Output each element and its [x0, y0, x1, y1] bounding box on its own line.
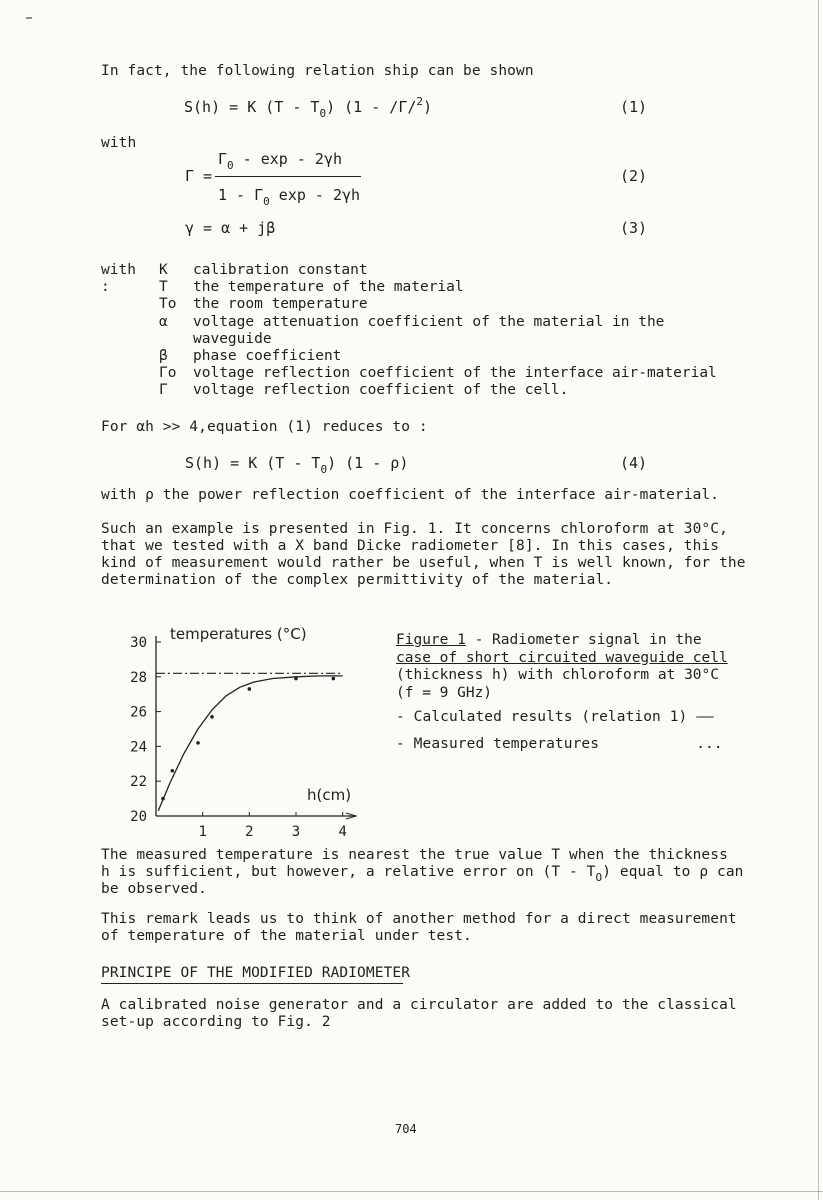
caption-line: (f = 9 GHz) — [396, 684, 493, 701]
equation-3: γ = α + jβ — [185, 219, 276, 237]
measured-point — [161, 797, 165, 801]
measured-line-2: h is sufficient, but however, a relative error on $(T - T_O)$ equal to ρ can — [101, 864, 744, 884]
measured-point — [294, 677, 298, 681]
definition-text: phase coefficient — [193, 347, 342, 364]
scan-top-mark — [26, 17, 32, 19]
x-tick-label: 4 — [338, 824, 347, 838]
section-title-underline — [101, 983, 403, 984]
caption-line: - Radiometer signal in the — [465, 632, 702, 648]
x-tick-label: 3 — [291, 824, 301, 838]
example-line-1: Such an example is presented in Fig. 1. It concerns chloroform at 30°C, — [101, 521, 728, 537]
legend-measured: - Measured temperatures ... — [396, 736, 723, 752]
definition-symbol: β — [159, 347, 168, 364]
equation-3-number: (3) — [620, 219, 648, 237]
remark-line-1: This remark leads us to think of another method for a direct measurement — [101, 911, 737, 927]
caption-line: case of short circuited waveguide cell — [396, 649, 728, 666]
definitions-label: with : — [101, 262, 136, 296]
definition-symbol: K — [159, 262, 168, 278]
equation-4: S(h) = K $(T - T_0)$ (1 - ρ) — [185, 454, 409, 476]
definition-symbol: To — [159, 296, 177, 313]
measured-line-3: be observed. — [101, 881, 207, 897]
definition-text: the temperature of the material — [193, 279, 464, 296]
equation-1-number: (1) — [620, 98, 648, 116]
equation-2-denominator: $1 - \Gamma_0$ exp - 2γh — [218, 186, 361, 208]
x-tick-label: 1 — [198, 824, 207, 838]
figure-caption — [396, 632, 728, 702]
equation-2-numerator: $\Gamma_0$ - exp - 2γh — [218, 150, 343, 172]
equation-2-lhs: Γ = — [185, 167, 213, 185]
definition-text: voltage attenuation coefficient of the material in the — [193, 313, 665, 330]
definition-text: voltage reflection coefficient of the interface air-material — [193, 365, 717, 382]
calibrated-line-2: set-up according to Fig. 2 — [101, 1014, 331, 1030]
definition-text: the room temperature — [193, 296, 368, 313]
measured-point — [332, 677, 336, 681]
caption-line: (thickness h) with chloroform at 30°C — [396, 667, 720, 683]
definition-text: calibration constant — [193, 262, 368, 278]
y-tick-label: 20 — [130, 809, 147, 825]
measured-point — [171, 769, 175, 773]
y-tick-label: 28 — [130, 669, 147, 686]
y-tick-label: 24 — [130, 739, 147, 756]
rho-text: with ρ the power reflection coefficient of the interface air-material. — [101, 487, 720, 503]
with-label: with — [101, 135, 137, 151]
y-axis-label: temperatures (°C) — [170, 625, 307, 643]
legend-calculated: - Calculated results (relation 1) —– — [396, 709, 714, 725]
remark-line-2: of temperature of the material under test. — [101, 928, 472, 944]
page-number: 704 — [395, 1122, 417, 1136]
equation-1: S(h) = K $(T - T_0)$ (1 - /Γ/$^2$) — [184, 95, 433, 120]
figure-title: Figure 1 — [396, 632, 466, 648]
calibrated-line-1: A calibrated noise generator and a circulator are added to the classical — [101, 997, 737, 1013]
definition-symbol: T — [159, 279, 168, 296]
example-line-2: that we tested with a X band Dicke radiometer [8]. In this cases, this — [101, 538, 720, 554]
measured-point — [210, 715, 214, 719]
equation-4-number: (4) — [620, 454, 648, 472]
equation-2-number: (2) — [620, 167, 648, 185]
x-tick-label: 2 — [245, 824, 254, 838]
y-tick-label: 26 — [130, 704, 147, 721]
scan-right-edge — [818, 0, 819, 1200]
definition-symbol: Γ — [159, 382, 168, 399]
intro-text: In fact, the following relation ship can be shown — [101, 63, 534, 79]
section-title: PRINCIPE OF THE MODIFIED RADIOMETER — [101, 965, 411, 981]
x-axis-label: h(cm) — [307, 786, 352, 804]
example-line-4: determination of the complex permittivity of the material. — [101, 572, 614, 588]
scan-bottom-edge — [0, 1191, 823, 1192]
y-tick-label: 22 — [130, 774, 147, 791]
temperature-chart — [120, 618, 370, 838]
equation-2-fraction-bar — [215, 176, 361, 177]
definition-symbol: Γo — [159, 365, 177, 382]
measured-point — [196, 741, 200, 745]
definition-text: voltage reflection coefficient of the cell. — [193, 382, 569, 399]
y-tick-label: 30 — [130, 635, 147, 651]
measured-line-1: The measured temperature is nearest the true value T when the thickness — [101, 847, 728, 863]
measured-point — [248, 687, 252, 691]
definition-text: waveguide — [193, 330, 272, 347]
example-line-3: kind of measurement would rather be useful, when T is well known, for the — [101, 555, 746, 571]
reduce-text: For αh >> 4,equation (1) reduces to : — [101, 419, 428, 435]
definition-symbol: α — [159, 313, 168, 330]
